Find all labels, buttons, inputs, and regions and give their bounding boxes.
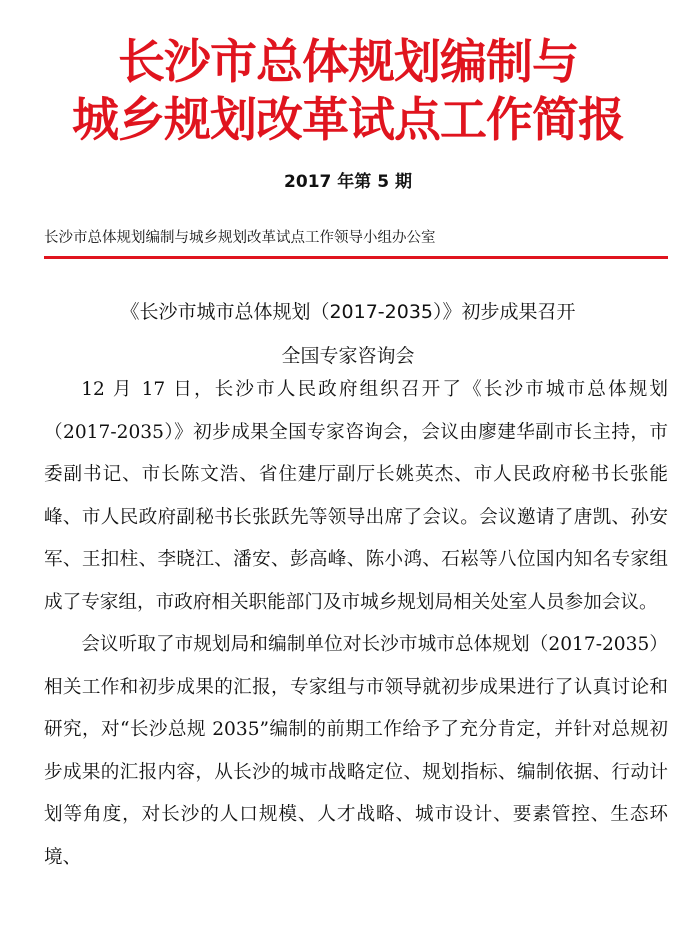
article-title <box>0 290 696 378</box>
article-body <box>44 369 668 879</box>
masthead-line-2: 城乡规划改革试点工作简报 <box>72 93 624 148</box>
issue-number: 2017 年第 5 期 <box>284 172 412 192</box>
bulletin-masthead <box>0 34 696 150</box>
article-title-line-1: 《长沙市城市总体规划（2017-2035）》初步成果召开 <box>120 301 576 323</box>
masthead-line-1: 长沙市总体规划编制与 <box>118 35 578 90</box>
body-paragraph-2: 会议听取了市规划局和编制单位对长沙市城市总体规划（2017-2035）相关工作和初步成果的汇报，专家组与市领导就初步成果进行了认真讨论和研究，对“长沙总规 2035”编制的前期工作给予了充分肯定，并针对总规初步成果的汇报内容，从长沙的城市战略定位、规划指标、编制依据、行动计划等角度，对长沙的人口规模、人才战略、城市设计、要素管控、生态环境、 <box>44 634 668 868</box>
body-paragraph-1: 12 月 17 日，长沙市人民政府组织召开了《长沙市城市总体规划（2017-2035）》初步成果全国专家咨询会，会议由廖建华副市长主持，市委副书记、市长陈文浩、省住建厅副厅长姚英杰、市人民政府秘书长张能峰、市人民政府副秘书长张跃先等领导出席了会议。会议邀请了唐凯、孙安军、王扣柱、李晓江、潘安、彭高峰、陈小鸿、石崧等八位国内知名专家组成了专家组，市政府相关职能部门及市城乡规划局相关处室人员参加会议。 <box>44 379 668 613</box>
issuing-office: 长沙市总体规划编制与城乡规划改革试点工作领导小组办公室 <box>44 230 436 246</box>
red-divider-rule <box>44 256 668 259</box>
article-title-line-2: 全国专家咨询会 <box>281 345 415 367</box>
